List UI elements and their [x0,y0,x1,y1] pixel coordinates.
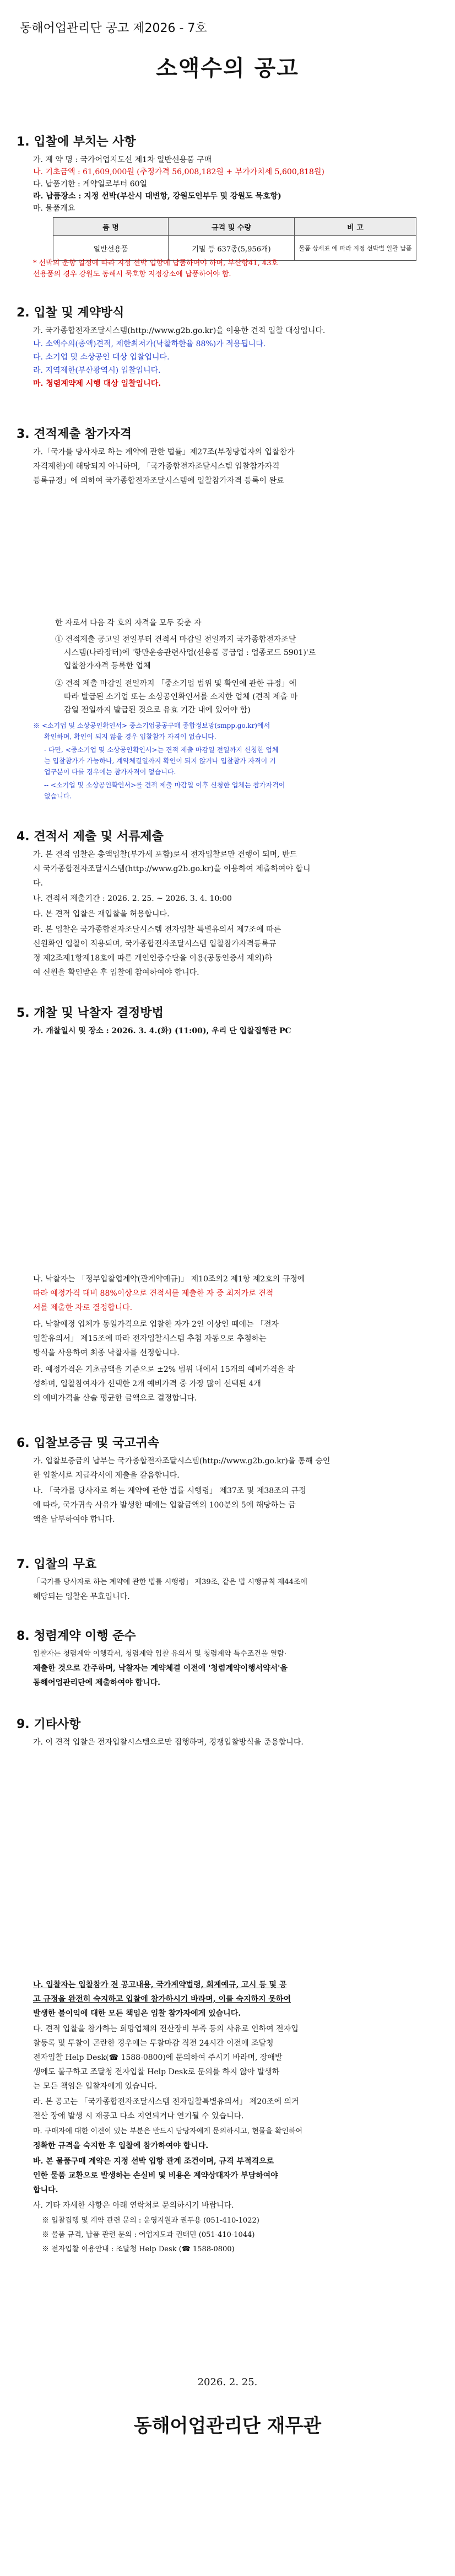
s5-line-9: 성하며, 입찰참여자가 선택한 2개 예비가격 중 가장 많이 선택된 4개 [33,1380,261,1388]
s3-note-1: ※ <소기업 및 소상공인확인서> 중소기업공공구매 종합정보망(smpp.go.kr)에서 [33,722,270,729]
s3-req-2c: 감일 전일까지 발급된 것으로 유효 기간 내에 있어야 함) [64,706,251,715]
s6-line-2: 한 입찰서로 지급각서에 제출을 갈음합니다. [33,1471,180,1480]
s9-line-d2: 전산 장애 발생 시 재공고 다소 지연되거나 연기될 수 있습니다. [33,2112,244,2121]
s4-line-9: 여 신원을 확인받은 후 입찰에 참여하여야 합니다. [33,968,199,977]
s7-line-1: 「국가를 당사자로 하는 계약에 관한 법률 시행령」 제39조, 같은 법 시행규칙 제44조에 [33,1578,307,1586]
section-5-heading: 5. 개찰 및 낙찰자 결정방법 [17,1006,164,1020]
page-title: 소액수의 공고 [156,56,299,81]
section-9-heading: 9. 기타사항 [17,1718,81,1731]
s5-line-2: 나. 낙찰자는 「정부입찰업계약(관계약예규)」 제10조의2 제1항 제2호의 규정에 [33,1275,305,1284]
s5-line-7: 방식을 사용하여 최종 낙찰자를 선정합니다. [33,1349,180,1357]
s1-note-line-1: * 선박의 운항 일정에 따라 지정 선박 입항에 납품하여야 하며, 부산항41, 43호 [33,259,278,267]
s3-req-2a: ② 견적 제출 마감일 전일까지 「중소기업 범위 및 확인에 관한 규정」에 [55,679,297,688]
s2-line-5: 마. 청렴계약제 시행 대상 입찰입니다. [33,379,161,388]
item-table-header [53,218,416,236]
contact-contract: ※ 입찰집행 및 계약 관련 문의 : 운영지원과 권두용 (051-410-1022) [42,2217,259,2225]
s5-line-3: 따라 예정가격 대비 88%이상으로 견적서를 제출한 자 중 최저가로 견적 [33,1289,274,1298]
s9-line-b3: 발생한 불이익에 대한 모든 책임은 입찰 참가자에게 있습니다. [33,2009,241,2018]
s5-line-8: 라. 예정가격은 기초금액을 기준으로 ±2% 범위 내에서 15개의 예비가격을 작 [33,1365,295,1374]
section-8-heading: 8. 청렴계약 이행 준수 [17,1629,136,1643]
s4-line-6: 라. 본 입찰은 국가종합전자조달시스템 전자입찰 특별유의서 제7조에 따른 [33,925,281,934]
s9-line-f3: 합니다. [33,2186,58,2194]
issuing-organization: 동해어업관리단 재무관 [133,2415,322,2437]
s4-submission-period: 나. 견적서 제출기간 : 2026. 2. 25. ~ 2026. 3. 4. 10:00 [33,894,232,903]
section-1-heading: 1. 입찰에 부치는 사항 [17,135,136,149]
s3-req-1c: 입찰참가자격 등록한 업체 [64,662,151,670]
s8-line-3: 동해어업관리단에 제출하여야 합니다. [33,1678,161,1687]
notice-date: 2026. 2. 25. [197,2376,258,2388]
table-header-cell: 비 고 [295,218,416,236]
s5-line-6: 입찰유의서」 제15조에 따라 전자입찰시스템 추첨 자동으로 추첨하는 [33,1334,267,1343]
s3-note-4: 는 입찰참가가 가능하나, 계약체결일까지 확인이 되지 않거나 입찰참가 자격이 기 [44,757,276,765]
table-cell: 일반선용품 [53,236,169,261]
s9-line-f2: 인한 물품 교환으로 발생하는 손실비 및 비용은 계약상대자가 부담하여야 [33,2171,278,2180]
s4-line-1: 가. 본 견적 입찰은 총액입찰(부가세 포함)로서 전자입찰로만 견행이 되며, 반드 [33,850,297,859]
s1-base-amount: 나. 기초금액 : 61,609,000원 (추정가격 56,008,182원 + 부가가치세 5,600,818원) [33,168,324,176]
s8-line-1: 입찰자는 청렴계약 이행각서, 청렴계약 입찰 유의서 및 청렴계약 특수조건을 열람· [33,1650,286,1658]
s2-line-1: 가. 국가종합전자조달시스템(http://www.g2b.go.kr)을 이용한 견적 입찰 대상입니다. [33,326,326,335]
s1-delivery-deadline: 다. 납품기한 : 계약일로부터 60일 [33,180,148,189]
s3-line-1: 가.「국가를 당사자로 하는 계약에 관한 법률」제27조(부정당업자의 입찰참가 [33,448,295,457]
section-7-heading: 7. 입찰의 무효 [17,1558,97,1571]
s7-line-2: 해당되는 입찰은 무효입니다. [33,1592,130,1601]
s2-line-4: 라. 지역제한(부산광역시) 입찰입니다. [33,366,161,375]
table-header-cell: 규격 및 수량 [169,218,295,236]
s9-line-e1: 마. 구매자에 대한 이견이 있는 부분은 반드시 담당자에게 문의하시고, 현물을 확인하여 [33,2127,303,2135]
s3-line-2: 자격제한)에 해당되지 아니하며, 「국가종합전자조달시스템 입찰참가자격 [33,462,280,471]
s6-line-5: 액을 납부하여야 합니다. [33,1515,115,1524]
s6-line-4: 에 따라, 국가귀속 사유가 발생한 때에는 입찰금액의 100분의 5에 해당하는 금 [33,1501,296,1510]
section-2-heading: 2. 입찰 및 계약방식 [17,306,124,320]
section-6-heading: 6. 입찰보증금 및 국고귀속 [17,1436,160,1450]
s9-line-c1: 다. 견적 입찰을 참가하는 희망업체의 전산장비 부족 등의 사유로 인하여 전자입 [33,2025,299,2033]
document-number: 동해어업관리단 공고 제2026 - 7호 [20,22,207,35]
s3-note-7: 없습니다. [44,792,72,800]
s2-line-3: 다. 소기업 및 소상공인 대상 입찰입니다. [33,353,170,362]
s3-req-1a: ① 견적제출 공고일 전일부터 견적서 마감일 전일까지 국가종합전자조달 [55,635,296,644]
s5-line-10: 의 예비가격을 산술 평균한 금액으로 결정합니다. [33,1394,197,1403]
s4-line-5: 다. 본 견적 입찰은 재입찰을 허용합니다. [33,910,170,919]
s4-line-3: 다. [33,879,43,888]
s3-req-2b: 따라 발급된 소기업 또는 소상공인확인서를 소지한 업체 (견적 제출 마 [64,693,298,701]
s9-line-f1: 바. 본 물품구매 계약은 지정 선박 입항 관계 조건이며, 규격 부적격으로 [33,2157,274,2166]
s5-opening-datetime: 가. 개찰일시 및 장소 : 2026. 3. 4.(화) (11:00), 우리 단 입찰집행관 PC [33,1027,291,1035]
item-table [53,217,416,261]
s1-contract-name: 가. 계 약 명 : 국가어업지도선 제1차 일반선용품 구매 [33,155,212,164]
s3-req-1b: 시스템(나라장터)에 '항만운송관련사업(선용품 공급업 : 업종코드 5901)'로 [64,648,316,657]
s5-line-4: 서를 제출한 자로 결정합니다. [33,1303,133,1312]
s3-note-3: - 다만, <중소기업 및 소상공인확인서>는 견적 제출 마감일 전일까지 신청한 업체 [44,746,279,754]
s9-line-e2: 정확한 규격을 숙지한 후 입찰에 참가하여야 합니다. [33,2142,209,2150]
contact-spec: ※ 물품 규격, 납품 관련 문의 : 어업지도과 권태민 (051-410-1044) [42,2231,255,2239]
s2-line-2: 나. 소액수의(총액)견적, 제한최저가(낙찰하한율 88%)가 적용됩니다. [33,340,266,348]
s9-line-d1: 라. 본 공고는 「국가종합전자조달시스템 전자입찰특별유의서」 제20조에 의거 [33,2097,299,2106]
s3-qualify-line: 한 자로서 다음 각 호의 자격을 모두 갖춘 자 [55,619,202,627]
table-cell: 기밀 등 637종(5,956개) [169,236,295,261]
table-row [53,236,416,261]
s9-line-g1: 사. 기타 자세한 사항은 아래 연락처로 문의하시기 바랍니다. [33,2201,234,2210]
s6-line-1: 가. 입찰보증금의 납부는 국가종합전자조달시스템(http://www.g2b.go.kr)을 통해 승인 [33,1457,331,1466]
s9-line-c2: 찰등록 및 투찰이 곤란한 경우에는 투찰마감 직전 24시간 이전에 조달청 [33,2039,274,2048]
s3-note-5: 업구분이 다를 경우에는 참가자격이 없습니다. [44,768,176,776]
s4-line-8: 정 제2조제1항제18호에 따른 개인인증수단을 이용(공동인증서 제외)하 [33,954,272,963]
s8-line-2: 제출한 것으로 간주하며, 낙찰자는 계약체결 이전에 '청렴계약이행서약서'을 [33,1664,288,1673]
table-cell: 물품 상세표 에 따라 지정 선박별 일괄 납품 [295,236,416,261]
s1-item-overview: 마. 물품개요 [33,204,75,213]
s4-line-2: 시 국가종합전자조달시스템(http://www.g2b.go.kr)을 이용하여 제출하여야 합니 [33,865,311,873]
s3-note-2: 확인하며, 확인이 되지 않을 경우 입찰참가 자격이 없습니다. [44,733,216,740]
contact-helpdesk: ※ 전자입찰 이용안내 : 조달청 Help Desk (☎ 1588-0800) [42,2245,235,2253]
s6-line-3: 나. 「국가를 당사자로 하는 계약에 관한 법률 시행령」 제37조 및 제38조의 규정 [33,1486,306,1495]
table-header-cell: 품 명 [53,218,169,236]
s9-line-1: 가. 이 견적 입찰은 전자입찰시스템으로만 집행하며, 경쟁입찰방식을 준용합니다. [33,1738,304,1747]
section-3-heading: 3. 견적제출 참가자격 [17,427,132,441]
s9-line-c5: 는 모든 책임은 입찰자에게 있습니다. [33,2082,158,2091]
s1-delivery-place: 라. 납품장소 : 지정 선박(부산시 대변항, 강원도인부두 및 강원도 묵호항) [33,192,281,201]
s9-line-c4: 생에도 불구하고 조달청 전자입찰 Help Desk로 문의를 하지 않아 발생하 [33,2068,280,2076]
s1-note-line-2: 선용품의 경우 강원도 동해시 묵호항 지정장소에 납품하여야 함. [33,270,231,278]
s9-line-b2: 고 규정을 완전히 숙지하고 입찰에 참가하시기 바라며, 이를 숙지하지 못하여 [33,1995,291,2004]
s9-line-c3: 전자입찰 Help Desk(☎ 1588-0800)에 문의하여 주시기 바라며, 장애발 [33,2053,283,2062]
s9-line-b1: 나. 입찰자는 입찰참가 전 공고내용, 국가계약법령, 회계예규, 고시 등 및 공 [33,1981,287,1989]
s3-line-3: 등록규정」에 의하여 국가종합전자조달시스템에 입찰참가자격 등록이 완료 [33,476,284,485]
section-4-heading: 4. 견적서 제출 및 서류제출 [17,830,164,844]
s3-note-6: -- <소기업 및 소상공인확인서>를 견적 제출 마감일 이후 신청한 업체는 참가자격이 [44,781,285,789]
s5-line-5: 다. 낙찰예정 업체가 동일가격으로 입찰한 자가 2인 이상인 때에는 「전자 [33,1320,279,1329]
s4-line-7: 신원확인 입찰이 적용되며, 국가종합전자조달시스템 입찰참가자격등록규 [33,940,277,948]
